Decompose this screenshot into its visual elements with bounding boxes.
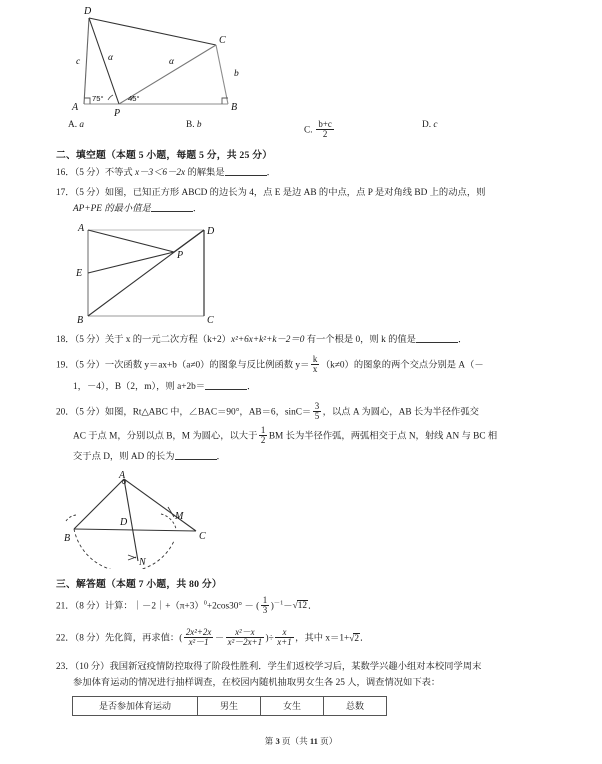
question-20-frac1-numerator: 3 xyxy=(314,400,320,411)
question-20-line2-a: AC 于点 M，分别以点 B，M 为圆心，以大于 xyxy=(73,431,258,442)
question-21-number: 21． xyxy=(56,601,75,612)
label-side-b: b xyxy=(234,69,239,79)
question-16-text-b: 的解集是 xyxy=(185,168,225,179)
question-19-line2 xyxy=(56,380,546,395)
question-21-frac-numerator: 1 xyxy=(262,595,268,606)
question-20-frac1-denominator: 5 xyxy=(314,410,320,421)
question-22-fraction-2 xyxy=(226,628,264,647)
choice-d-key: D. xyxy=(422,120,432,130)
figure-17-svg xyxy=(56,220,306,328)
question-20-line3-a: 交于点 D，则 AD 的长为 xyxy=(73,451,175,462)
question-18-text-a: 关于 x 的一元二次方程（k+2） xyxy=(104,335,231,346)
label-P: P xyxy=(114,108,121,118)
question-20-frac2-numerator: 1 xyxy=(260,424,266,435)
question-20-fraction-1-over-2 xyxy=(259,426,267,445)
choice-c-key: C. xyxy=(304,125,313,136)
label-D: D xyxy=(207,226,215,238)
choice-d[interactable] xyxy=(422,120,540,130)
question-22-frac2-denominator: x²－2x+1 xyxy=(227,637,263,648)
choice-c[interactable] xyxy=(304,120,422,139)
question-22-sqrt-2 xyxy=(349,632,360,647)
choice-c-numerator: b+c xyxy=(318,119,332,129)
choice-c-denominator: 2 xyxy=(322,129,328,140)
label-alpha-2: α xyxy=(169,57,174,67)
question-20-frac2-denominator: 2 xyxy=(260,434,266,445)
radical-sign: √ xyxy=(349,633,355,644)
page-footer xyxy=(0,735,602,747)
question-21-exponent-neg1: －1 xyxy=(273,599,284,607)
question-18-answer-blank[interactable] xyxy=(416,334,458,343)
question-20-line2 xyxy=(56,426,546,445)
question-22-fraction-3 xyxy=(275,628,293,647)
question-22-text-a: 先化简，再求值：( xyxy=(104,633,183,644)
question-18-period: ． xyxy=(457,335,468,346)
table-row-header xyxy=(73,696,387,715)
label-side-c: c xyxy=(76,57,81,67)
question-21-text-c: － xyxy=(283,601,293,612)
label-alpha-1: α xyxy=(108,53,113,63)
label-C: C xyxy=(219,35,226,46)
question-21-fraction-1-over-3 xyxy=(261,596,269,615)
survey-table xyxy=(72,696,387,716)
table-header-total: 总数 xyxy=(324,696,387,715)
question-17 xyxy=(56,186,546,201)
footer-middle: 页（共 xyxy=(281,736,308,746)
table-header-male: 男生 xyxy=(198,696,261,715)
question-22-fraction-1 xyxy=(184,628,214,647)
question-16-text-a: 不等式 xyxy=(104,168,136,179)
question-17-line1: 如图，已知正方形 ABCD 的边长为 4，点 E 是边 AB 的中点，点 P 是对角线 BD 上的动点，则 xyxy=(104,188,486,199)
label-D: D xyxy=(84,6,92,17)
label-C: C xyxy=(207,315,214,327)
question-23-line1: 我国新冠疫情防控取得了阶段性胜利．学生们返校学习后，某数学兴趣小组对本校同学周末 xyxy=(109,662,482,673)
footer-page-number: 3 xyxy=(275,736,280,746)
figure-question-17 xyxy=(56,220,546,328)
label-E: E xyxy=(76,268,83,280)
question-22-minus: － xyxy=(214,633,225,644)
label-M: M xyxy=(175,511,184,523)
choice-b-key: B. xyxy=(186,120,195,130)
question-18-number: 18． xyxy=(56,335,75,346)
question-20-line1-b: ，以点 A 为圆心，AB 长为半径作弧交 xyxy=(322,407,479,418)
label-B: B xyxy=(231,102,238,113)
label-angle-45: 45° xyxy=(128,94,140,103)
question-16-answer-blank[interactable] xyxy=(225,167,267,176)
question-19-line1-b: （k≠0）的图象的两个交点分别是 A（－ xyxy=(320,360,484,371)
question-17-line2 xyxy=(56,202,546,217)
question-21-frac-denominator: 3 xyxy=(262,605,268,616)
question-17-expression: AP+PE 的最小值是 xyxy=(73,204,151,215)
question-15-choices xyxy=(56,120,546,139)
question-21-paren-open: ( xyxy=(256,601,260,612)
question-22-frac1-numerator: 2x²+2x xyxy=(185,627,212,638)
question-22-radicand: 2 xyxy=(354,633,359,644)
question-17-score: （5 分） xyxy=(74,188,105,199)
question-17-answer-blank[interactable] xyxy=(151,203,193,212)
question-19-line1-a: 一次函数 y＝ax+b（a≠0）的图象与反比例函数 y＝ xyxy=(104,360,310,371)
label-A: A xyxy=(78,223,85,235)
footer-total-pages: 11 xyxy=(309,736,318,746)
label-P: P xyxy=(177,250,184,262)
question-19-frac-numerator: k xyxy=(312,354,318,365)
label-N: N xyxy=(139,557,146,569)
question-20 xyxy=(56,402,546,421)
question-20-line1-a: 如图，Rt△ABC 中，∠BAC＝90°，AB＝6，sinC＝ xyxy=(104,407,312,418)
question-20-period: ． xyxy=(216,451,226,462)
footer-prefix: 第 xyxy=(264,736,274,746)
table-header-female: 女生 xyxy=(261,696,324,715)
question-20-fraction-3-over-5 xyxy=(313,402,321,421)
section-heading-answer-questions: 三、解答题（本题 7 小题，共 80 分） xyxy=(56,579,222,591)
choice-c-fraction xyxy=(316,120,333,139)
radical-sign: √ xyxy=(292,601,298,612)
question-22-frac3-numerator: x xyxy=(275,628,293,638)
question-19-fraction-k-over-x xyxy=(311,355,319,374)
question-21-minus: － xyxy=(244,601,254,612)
question-20-line3 xyxy=(56,450,546,465)
question-19 xyxy=(56,355,546,374)
choice-a-value: a xyxy=(79,120,85,130)
choice-b[interactable] xyxy=(186,120,304,130)
question-21-paren-close: ) xyxy=(270,601,274,612)
question-17-number: 17． xyxy=(56,188,75,199)
label-D: D xyxy=(120,517,128,529)
choice-d-value: c xyxy=(433,120,438,130)
label-B: B xyxy=(64,533,71,545)
question-23-number: 23． xyxy=(56,662,75,673)
label-A: A xyxy=(119,470,126,482)
question-20-number: 20． xyxy=(56,407,75,418)
question-22-frac1-denominator: x²－1 xyxy=(188,637,209,648)
question-23 xyxy=(56,660,546,675)
table-header-activity: 是否参加体育运动 xyxy=(73,696,198,715)
label-A: A xyxy=(72,102,79,113)
question-20-score: （5 分） xyxy=(74,407,105,418)
question-18-text-b: 有一个根是 0，则 k 的值是 xyxy=(304,335,416,346)
question-16-number: 16． xyxy=(56,168,75,179)
label-B: B xyxy=(77,315,84,327)
label-C: C xyxy=(199,531,206,543)
question-22-text-b: )÷ xyxy=(265,633,274,644)
question-22-frac2-numerator: x²－x xyxy=(226,628,264,638)
question-21-text-b: +2cos30° xyxy=(206,601,243,612)
question-19-line2-a: 1，－4），B（2，m），则 a+2b＝ xyxy=(73,381,206,392)
question-22-frac3-denominator: x+1 xyxy=(277,637,292,648)
question-19-score: （5 分） xyxy=(74,360,105,371)
question-21-text-a: 计算：｜－2｜+（π+3） xyxy=(104,601,204,612)
footer-suffix: 页） xyxy=(320,736,338,746)
question-17-period: ． xyxy=(192,204,203,215)
label-angle-75: 75° xyxy=(92,94,104,103)
question-21-exponent-zero: 0 xyxy=(203,599,207,607)
question-20-answer-blank[interactable] xyxy=(175,451,217,460)
choice-a-key: A. xyxy=(68,120,78,130)
question-22-score: （8 分） xyxy=(74,633,105,644)
figure-15-svg xyxy=(56,0,316,118)
question-18-score: （5 分） xyxy=(74,335,105,346)
question-21-sqrt-12 xyxy=(293,599,308,614)
figure-question-15 xyxy=(56,0,546,118)
question-22-period: ． xyxy=(359,633,370,644)
question-20-line2-b: BM 长为半径作弧，两弧相交于点 N，射线 AN 与 BC 相 xyxy=(268,431,498,442)
question-23-line2 xyxy=(56,676,546,691)
question-21-period: ． xyxy=(308,601,318,612)
choice-a[interactable] xyxy=(68,120,186,130)
question-16 xyxy=(56,166,546,181)
question-22 xyxy=(56,628,546,647)
question-16-score: （5 分） xyxy=(74,168,105,179)
question-19-number: 19． xyxy=(56,360,75,371)
question-21-radicand: 12 xyxy=(297,601,307,612)
figure-question-20 xyxy=(56,469,546,569)
question-22-text-c: ，其中 x＝1+ xyxy=(295,633,350,644)
question-16-period: ． xyxy=(266,168,276,179)
question-18 xyxy=(56,333,546,348)
question-19-period: ． xyxy=(247,381,257,392)
question-22-number: 22． xyxy=(56,633,75,644)
section-heading-fill-in-blank: 二、填空题（本题 5 小题，每题 5 分，共 25 分） xyxy=(56,150,273,162)
question-19-answer-blank[interactable] xyxy=(205,381,247,390)
question-23-line2-text: 参加体育运动的情况进行抽样调查，在校园内随机抽取男女生各 25 人，调查情况如下表： xyxy=(73,678,441,689)
question-21 xyxy=(56,596,546,615)
figure-20-svg xyxy=(56,469,296,569)
choice-b-value: b xyxy=(196,120,202,130)
question-23-score: （10 分） xyxy=(74,662,110,673)
question-19-frac-denominator: x xyxy=(312,364,318,375)
question-21-score: （8 分） xyxy=(74,601,105,612)
question-18-equation: x²+6x+k²+k－2＝0 xyxy=(230,335,305,346)
question-16-expression: x－3＜6－2x xyxy=(135,168,186,179)
